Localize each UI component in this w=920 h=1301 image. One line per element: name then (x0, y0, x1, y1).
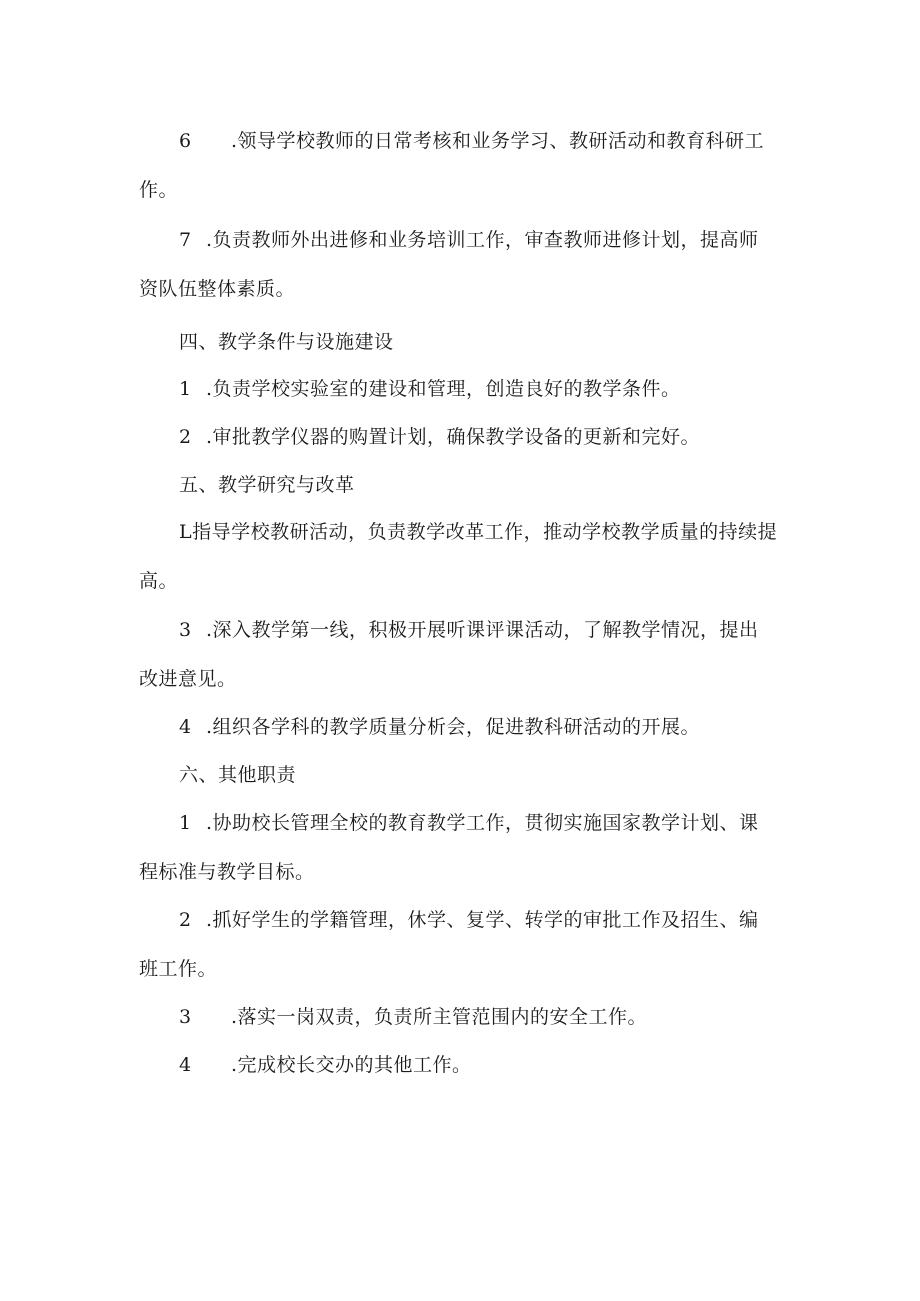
item-number: 2 (179, 426, 192, 448)
list-item-3 (179, 1004, 647, 1030)
item-continuation: 改进意见。 (139, 668, 237, 690)
list-item-1 (179, 376, 681, 402)
item-continuation: 程标准与教学目标。 (139, 861, 315, 883)
item-text: .负责教师外出进修和业务培训工作，审查教师进修计划，提高师 (206, 229, 759, 251)
list-item-4 (179, 714, 700, 740)
list-item-4 (179, 1052, 472, 1078)
item-number: 4 (179, 716, 192, 738)
item-text: .落实一岗双责，负责所主管范围内的安全工作。 (231, 1006, 648, 1028)
list-item-l: L指导学校教研活动，负责教学改革工作，推动学校教学质量的持续提 (179, 521, 778, 543)
item-text: .组织各学科的教学质量分析会，促进教科研活动的开展。 (206, 716, 701, 738)
list-item-2 (179, 907, 759, 933)
item-text: .完成校长交办的其他工作。 (231, 1054, 472, 1076)
item-text: .协助校长管理全校的教育教学工作，贯彻实施国家教学计划、课 (206, 812, 759, 834)
item-text: .审批教学仪器的购置计划，确保教学设备的更新和完好。 (206, 426, 701, 448)
list-item-6 (179, 128, 764, 154)
item-continuation: 作。 (139, 179, 179, 201)
item-text: .抓好学生的学籍管理，休学、复学、转学的审批工作及招生、编 (206, 909, 759, 931)
list-item-7 (179, 227, 759, 253)
item-continuation: 班工作。 (139, 958, 218, 980)
item-text: .深入教学第一线，积极开展听课评课活动，了解教学情况，提出 (206, 619, 759, 641)
item-number: 3 (179, 1006, 192, 1028)
section-heading: 六、其他职责 (179, 764, 297, 786)
item-text: .负责学校实验室的建设和管理，创造良好的教学条件。 (206, 378, 681, 400)
item-number: 4 (179, 1054, 192, 1076)
section-heading: 五、教学研究与改革 (179, 474, 355, 496)
item-number: 7 (179, 229, 192, 251)
list-item-3 (179, 617, 759, 643)
list-item-1 (179, 810, 759, 836)
item-number: 2 (179, 909, 192, 931)
item-continuation: 高。 (139, 570, 179, 592)
item-number: 1 (179, 812, 192, 834)
item-number: 6 (179, 130, 192, 152)
item-number: 1 (179, 378, 192, 400)
item-continuation: 资队伍整体素质。 (139, 278, 296, 300)
item-text: .领导学校教师的日常考核和业务学习、教研活动和教育科研工 (231, 130, 765, 152)
section-heading: 四、教学条件与设施建设 (179, 331, 394, 353)
item-number: 3 (179, 619, 192, 641)
list-item-2 (179, 424, 700, 450)
